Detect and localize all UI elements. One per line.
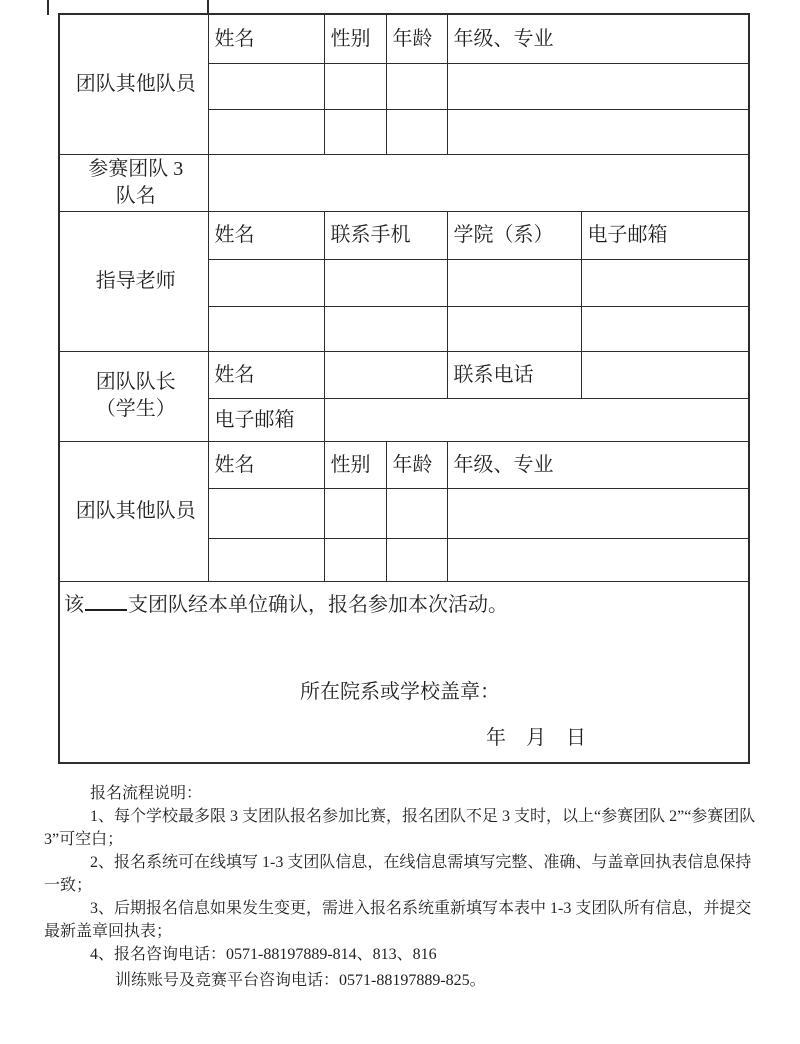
blank-input-cell: [324, 63, 386, 109]
blank-input-cell: [324, 259, 447, 306]
blank-input-cell: [447, 109, 749, 154]
blank-input-cell: [324, 538, 386, 581]
blank-input-cell: [324, 488, 386, 538]
confirmation-suffix: 支团队经本单位确认，报名参加本次活动。: [128, 593, 508, 616]
members-top-name-header: 姓名: [208, 14, 324, 63]
notes-title: 报名流程说明：: [90, 785, 203, 802]
advisor-name-header: 姓名: [208, 211, 324, 259]
blank-input-cell: [324, 398, 749, 441]
blank-input-cell: [447, 488, 749, 538]
blank-input-cell: [208, 538, 324, 581]
members-top-label: 团队其他队员: [75, 72, 196, 95]
blank-input-cell: [447, 538, 749, 581]
blank-input-cell: [324, 351, 447, 398]
blank-input-cell: [386, 538, 447, 581]
date-line: 年 月 日: [486, 726, 586, 749]
members-top-age-header: 年龄: [386, 14, 447, 63]
members-bottom-grade-header: 年级、专业: [447, 441, 749, 488]
stamp-line: 所在院系或学校盖章：: [300, 680, 500, 703]
note-item-2: 2、报名系统可在线填写 1-3 支团队信息，在线信息需填写完整、准确、与盖章回执表信息保持一致；: [44, 854, 752, 894]
blank-input-cell: [324, 306, 447, 351]
cutoff-table-tick-left: [47, 0, 49, 15]
advisor-college-header: 学院（系）: [447, 211, 581, 259]
blank-input-cell: [386, 63, 447, 109]
members-bottom-gender-header: 性别: [324, 441, 386, 488]
confirmation-line: [64, 593, 508, 617]
blank-input-cell: [208, 109, 324, 154]
captain-label-line1: 团队队长: [95, 371, 176, 393]
blank-input-cell: [447, 259, 581, 306]
blank-input-cell: [581, 306, 749, 351]
captain-label-line2: （学生）: [95, 398, 176, 420]
team3-label-line1: 参赛团队 3: [88, 157, 184, 180]
advisor-mobile-header: 联系手机: [324, 211, 447, 259]
members-bottom-label: 团队其他队员: [75, 499, 196, 522]
members-top-grade-header: 年级、专业: [447, 14, 749, 63]
captain-email-label: 电子邮箱: [208, 398, 324, 441]
captain-label-cell: [59, 351, 208, 441]
members-bottom-label-cell: [59, 441, 208, 581]
blank-underline: [85, 593, 127, 611]
registration-form-table: [58, 13, 750, 764]
blank-input-cell: [208, 306, 324, 351]
blank-input-cell: [581, 351, 749, 398]
blank-input-cell: [581, 259, 749, 306]
confirmation-prefix: 该: [64, 593, 84, 616]
blank-input-cell: [386, 488, 447, 538]
blank-input-cell: [386, 109, 447, 154]
training-phone-line: 训练账号及竞赛平台咨询电话：0571-88197889-825。: [115, 972, 486, 989]
advisor-label-cell: [59, 211, 208, 351]
blank-input-cell: [447, 63, 749, 109]
note-item-4: 4、报名咨询电话：0571-88197889-814、813、816: [90, 946, 437, 963]
captain-name-label: 姓名: [208, 351, 324, 398]
note-item-1: 1、每个学校最多限 3 支团队报名参加比赛，报名团队不足 3 支时，以上“参赛团队 2”“参赛团队 3”可空白；: [44, 808, 756, 848]
blank-input-cell: [208, 63, 324, 109]
advisor-email-header: 电子邮箱: [581, 211, 749, 259]
members-top-label-cell: [59, 14, 208, 154]
blank-input-cell: [208, 259, 324, 306]
confirmation-cell: [59, 581, 749, 763]
blank-input-cell: [324, 109, 386, 154]
blank-input-cell: [208, 154, 749, 211]
advisor-label: 指导老师: [95, 269, 176, 292]
captain-phone-label: 联系电话: [447, 351, 581, 398]
team3-label-line2: 队名: [115, 184, 156, 207]
team3-label-cell: [59, 154, 208, 211]
members-bottom-age-header: 年龄: [386, 441, 447, 488]
note-item-3: 3、后期报名信息如果发生变更，需进入报名系统重新填写本表中 1-3 支团队所有信息，并提交最新盖章回执表；: [44, 900, 752, 940]
members-top-gender-header: 性别: [324, 14, 386, 63]
blank-input-cell: [447, 306, 581, 351]
blank-input-cell: [208, 488, 324, 538]
registration-notes: [44, 782, 760, 992]
members-bottom-name-header: 姓名: [208, 441, 324, 488]
